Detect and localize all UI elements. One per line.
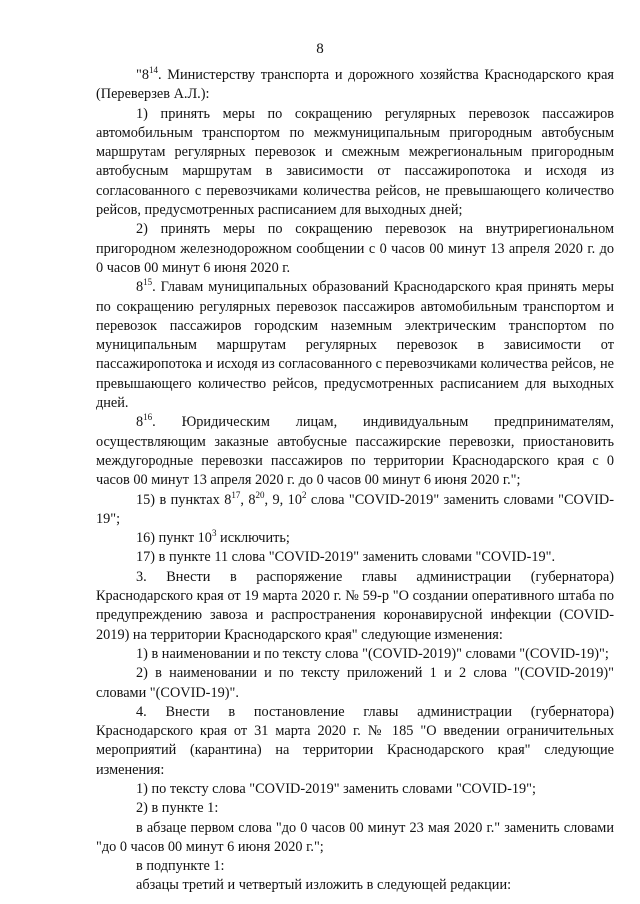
paragraph-p8-14-2 <box>96 220 614 278</box>
paragraph-text: 1) по тексту слова "COVID-2019" заменить словами "COVID-19"; <box>136 780 536 797</box>
paragraph-text: . Юридическим лицам, индивидуальным предпринимателям, осуществляющим заказные автобусные пассажирские перевозки, приостановить междугородные перевозки пассажиров по территории Краснодарского края с 0 часов 00 минут 13 апреля 2020 г. до 0 часов 00 минут 6 июня 2020 г."; <box>96 414 614 489</box>
superscript: 2 <box>301 489 307 500</box>
paragraph-text: . Главам муниципальных образований Краснодарского края принять меры по сокращению регулярных перевозок пассажиров автомобильным транспортом и перевозок пассажиров городским наземным электрическим транспортом по муниципальным маршрутам регулярных перевозок в зависимости от пассажиропотока и исходя из согласованного с перевозчиками количества рейсов, не превышающего количество рейсов, предусмотренных расписанием для выходных дней. <box>96 279 614 412</box>
page-number: 8 <box>316 41 324 57</box>
paragraph-text: абзацы третий и четвертый изложить в следующей редакции: <box>136 877 512 894</box>
paragraph-text: 8 <box>136 414 144 431</box>
paragraph-text: 17) в пункте 11 слова "COVID-2019" заменить словами "COVID-19". <box>136 549 556 566</box>
paragraph-text: исключить; <box>216 530 290 547</box>
paragraph-p4-2c <box>96 876 614 895</box>
paragraph-p3-1 <box>96 645 614 664</box>
paragraph-p8-15 <box>96 278 614 413</box>
paragraph-p3-2 <box>96 664 614 703</box>
superscript: 16 <box>143 412 153 423</box>
paragraph-text: , 9, 10 <box>264 491 302 508</box>
paragraph-p4-2 <box>96 799 614 818</box>
paragraph-text: слова "COVID-2019" заменить словами "COVID-19"; <box>96 491 615 527</box>
paragraph-text: 4. Внести в постановление главы администрации (губернатора) Краснодарского края от 31 марта 2020 г. № 185 "О введении ограничительных мероприятий (карантина) на территории Краснодарского края" следующие изменения: <box>96 703 614 778</box>
paragraph-text: в абзаце первом слова "до 0 часов 00 минут 23 мая 2020 г." заменить словами "до 0 часов 00 минут 6 июня 2020 г."; <box>96 819 614 855</box>
superscript: 17 <box>231 489 241 500</box>
paragraph-text: . Министерству транспорта и дорожного хозяйства Краснодарского края (Переверзев А.Л.): <box>96 67 614 103</box>
paragraph-p4 <box>96 703 614 780</box>
paragraph-p4-2b <box>96 857 614 876</box>
document-body <box>96 66 614 896</box>
paragraph-text: 2) в наименовании и по тексту приложений 1 и 2 слова "(COVID-2019)" словами "(COVID-19)". <box>96 665 614 701</box>
paragraph-p4-2a <box>96 819 614 858</box>
paragraph-text: 8 <box>136 279 144 296</box>
paragraph-text: "8 <box>136 67 149 83</box>
paragraph-text: 3. Внести в распоряжение главы администрации (губернатора) Краснодарского края от 19 марта 2020 г. № 59-р "О создании оперативного штаба по предупреждению завоза и распространения коронавирусной инфекции (COVID-2019) на территории Краснодарского края" следующие изменения: <box>96 568 614 643</box>
superscript: 20 <box>255 489 265 500</box>
paragraph-text: 2) в пункте 1: <box>136 800 219 817</box>
paragraph-text: 1) в наименовании и по тексту слова "(COVID-2019)" словами "(COVID-19)"; <box>136 645 609 662</box>
superscript: 3 <box>211 528 217 539</box>
paragraph-p17 <box>96 548 614 567</box>
paragraph-p15 <box>96 491 614 530</box>
paragraph-text: 16) пункт 10 <box>136 530 212 547</box>
superscript: 14 <box>149 65 158 75</box>
paragraph-p8-14 <box>96 66 614 105</box>
paragraph-text: в подпункте 1: <box>136 858 225 875</box>
paragraph-p4-1 <box>96 780 614 799</box>
superscript: 15 <box>143 277 153 288</box>
paragraph-text: 1) принять меры по сокращению регулярных перевозок пассажиров автомобильным транспортом по межмуниципальным пригородным автобусным маршрутам регулярных перевозок и смежным межрегиональным пригородным автобусным маршрутам в зависимости от пассажиропотока и исходя из согласованного с перевозчиками количества рейсов, не превышающего количество рейсов, предусмотренных расписанием для выходных дней; <box>96 105 614 219</box>
paragraph-text: 2) принять меры по сокращению перевозок на внутрирегиональном пригородном железнодорожном сообщении с 0 часов 00 минут 13 апреля 2020 г. до 0 часов 00 минут 6 июня 2020 г. <box>96 221 614 276</box>
paragraph-text: , 8 <box>240 491 256 508</box>
paragraph-p3 <box>96 568 614 645</box>
paragraph-p16 <box>96 529 614 548</box>
paragraph-p8-16 <box>96 413 614 490</box>
paragraph-text: 15) в пунктах 8 <box>136 491 232 508</box>
paragraph-p8-14-1 <box>96 105 614 221</box>
